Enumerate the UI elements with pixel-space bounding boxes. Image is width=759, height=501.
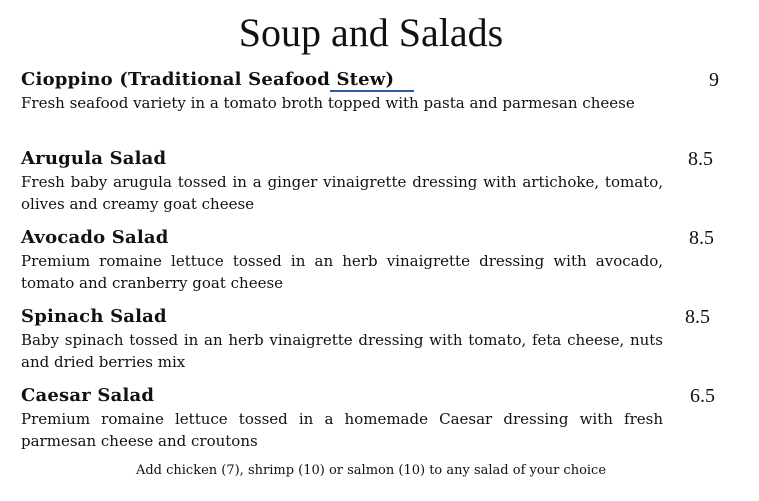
menu-item-price: 8.5 [685,306,710,328]
menu-item-header [21,226,714,250]
menu-item-caesar-salad [21,384,715,452]
menu-item-header [21,384,715,408]
menu-item-header [21,68,719,92]
menu-item-description: Baby spinach tossed in an herb vinaigrette dressing with tomato, feta cheese, nuts and dried berries mix [21,331,663,371]
menu-item-name: Arugula Salad [21,148,167,169]
menu-item-name: Avocado Salad [21,227,169,248]
menu-item-header [21,147,713,171]
menu-item-description: Fresh baby arugula tossed in a ginger vinaigrette dressing with artichoke, tomato, olives and creamy goat cheese [21,173,663,213]
menu-item-spinach-salad [21,305,710,373]
menu-item-avocado-salad [21,226,714,294]
menu-item-name: Caesar Salad [21,385,155,406]
menu-item-description: Premium romaine lettuce tossed in an herb vinaigrette dressing with avocado, tomato and cranberry goat cheese [21,252,663,292]
menu-item-name: Spinach Salad [21,306,167,327]
menu-item-price: 8.5 [688,148,713,170]
menu-item-price: 9 [709,69,719,91]
add-protein-note: Add chicken (7), shrimp (10) or salmon (10) to any salad of your choice [135,463,607,478]
menu-item-name: Cioppino (Traditional Seafood Stew) [21,69,395,90]
menu-item-description: Fresh seafood variety in a tomato broth topped with pasta and parmesan cheese [21,94,635,112]
menu-item-arugula-salad [21,147,713,215]
page-title: Soup and Salads [238,10,504,55]
menu-item-price: 6.5 [690,385,715,407]
menu-item-price: 8.5 [689,227,714,249]
menu-item-description: Premium romaine lettuce tossed in a homemade Caesar dressing with fresh parmesan cheese and croutons [21,410,663,450]
menu-item-header [21,305,710,329]
grammar-underline [330,90,414,92]
